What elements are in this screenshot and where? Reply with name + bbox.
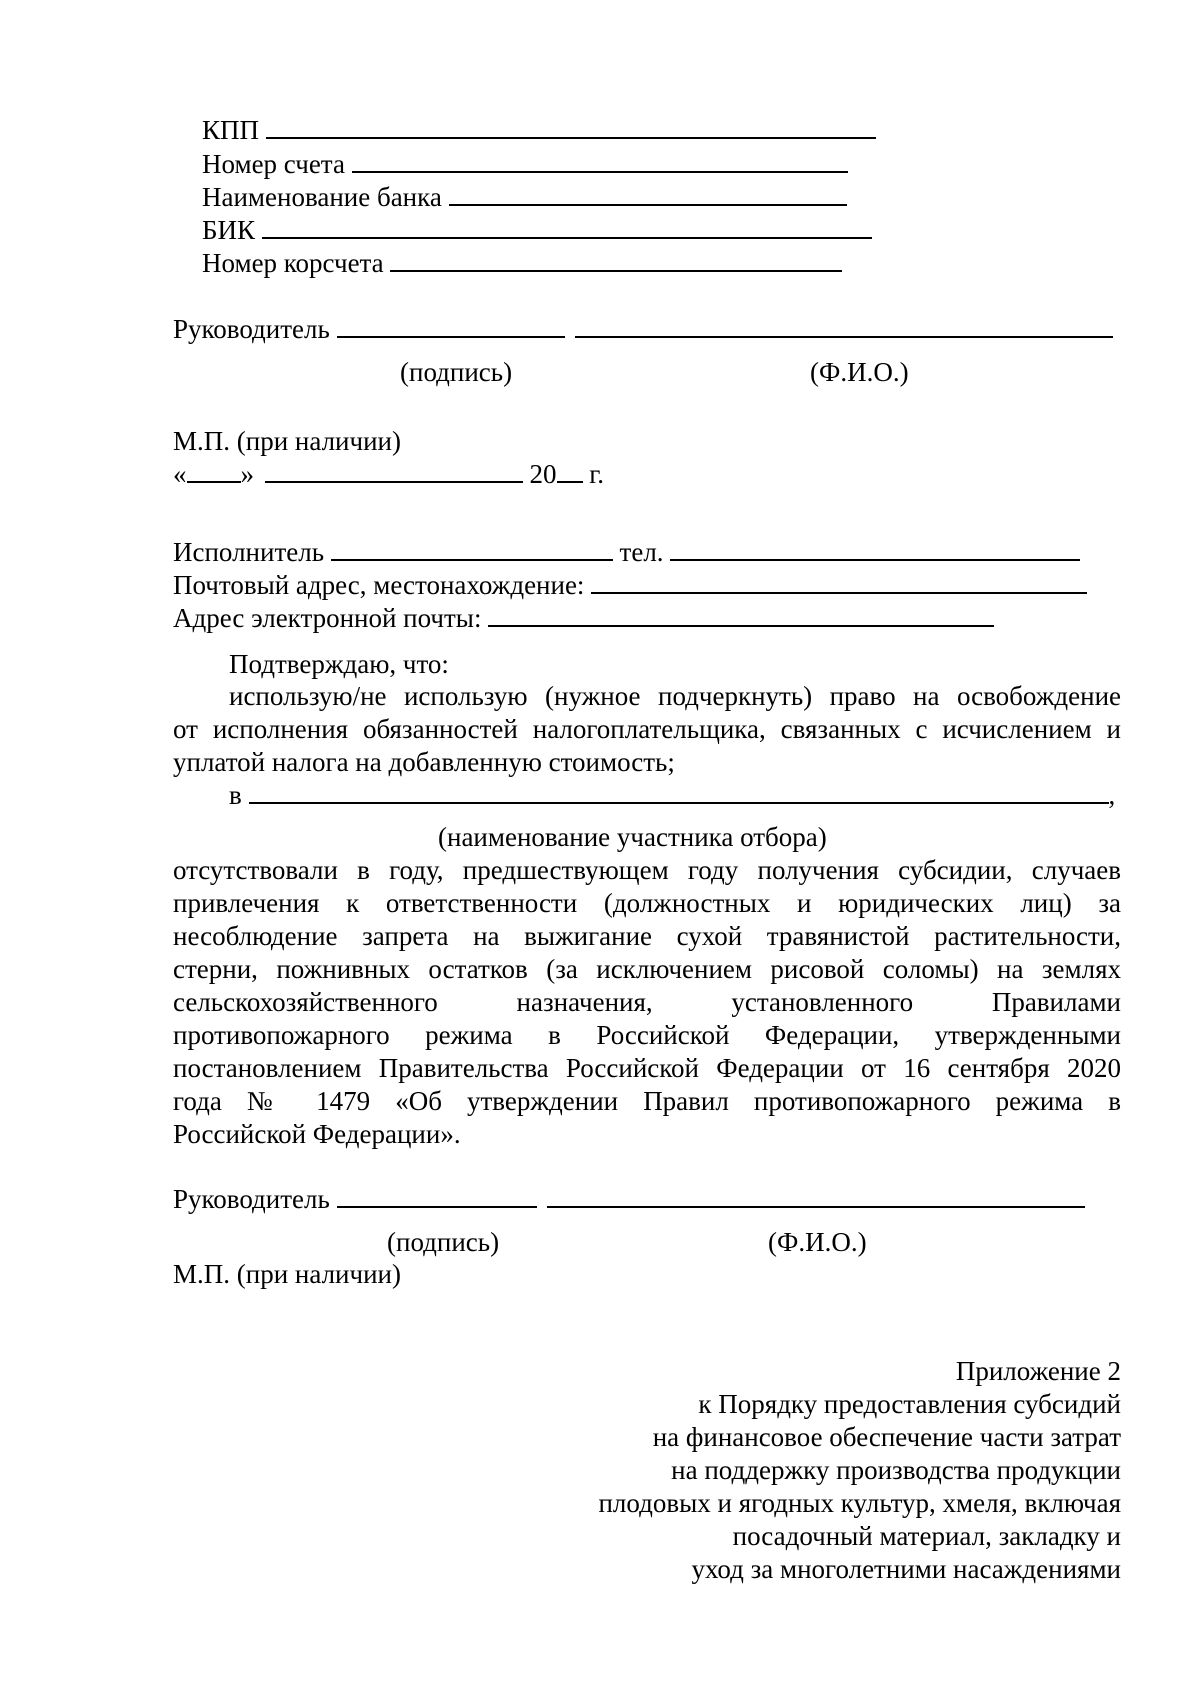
body-line: сельскохозяйственного назначения, установленного Правилами — [173, 987, 1121, 1017]
account-number-field[interactable] — [352, 147, 848, 173]
date-year-suffix: г. — [589, 459, 605, 489]
participant-caption: (наименование участника отбора) — [438, 822, 827, 852]
body-line: Российской Федерации». — [173, 1119, 461, 1149]
account-number-label: Номер счета — [202, 149, 345, 179]
appendix-line: Приложение 2 — [955, 1356, 1121, 1386]
bik-field[interactable] — [262, 213, 872, 239]
executor-row — [173, 535, 1080, 567]
appendix-line: уход за многолетними насаждениями — [691, 1554, 1121, 1584]
body-line: стерни, пожнивных остатков (за исключением рисовой соломы) на землях — [173, 954, 1121, 984]
body-line: несоблюдение запрета на выжигание сухой травянистой растительности, — [173, 921, 1121, 951]
fio-field[interactable] — [575, 312, 1113, 338]
head-signature-row-1 — [173, 312, 1113, 344]
fio-caption: (Ф.И.О.) — [810, 357, 909, 387]
date-day-field[interactable] — [187, 457, 241, 483]
kpp-row — [202, 113, 876, 145]
corr-account-row — [202, 246, 842, 278]
confirmation-intro: Подтверждаю, что: — [229, 649, 449, 679]
email-row — [173, 601, 994, 633]
executor-field[interactable] — [331, 535, 613, 561]
date-year-field[interactable] — [557, 457, 583, 483]
phone-label: тел. — [619, 537, 664, 567]
body-line: привлечения к ответственности (должностных и юридических лиц) за — [173, 888, 1121, 918]
date-open-quote: « — [173, 459, 187, 489]
in-prefix: в — [229, 780, 242, 810]
confirmation-line: от исполнения обязанностей налогоплательщика, связанных с исчислением и — [173, 714, 1121, 744]
account-number-row — [202, 147, 848, 179]
email-field[interactable] — [488, 601, 994, 627]
appendix-line: плодовых и ягодных культур, хмеля, включая — [598, 1488, 1121, 1518]
date-month-field[interactable] — [265, 457, 523, 483]
stamp-label: М.П. (при наличии) — [173, 426, 401, 456]
postal-address-label: Почтовый адрес, местонахождение: — [173, 570, 585, 600]
appendix-line: на финансовое обеспечение части затрат — [652, 1422, 1121, 1452]
kpp-field[interactable] — [266, 113, 876, 139]
body-line: года № 1479 «Об утверждении Правил противопожарного режима в — [173, 1086, 1121, 1116]
participant-field[interactable] — [249, 778, 1109, 804]
confirmation-line: использую/не использую (нужное подчеркнуть) право на освобождение — [229, 681, 1121, 711]
appendix-line: посадочный материал, закладку и — [732, 1521, 1121, 1551]
kpp-label: КПП — [202, 115, 260, 145]
appendix-line: к Порядку предоставления субсидий — [698, 1389, 1121, 1419]
fio-caption: (Ф.И.О.) — [768, 1227, 867, 1257]
signature-field[interactable] — [337, 312, 565, 338]
signature-caption: (подпись) — [400, 357, 513, 387]
signature-field[interactable] — [337, 1182, 537, 1208]
phone-field[interactable] — [670, 535, 1080, 561]
corr-account-field[interactable] — [390, 246, 842, 272]
bank-name-label: Наименование банка — [202, 182, 442, 212]
bik-label: БИК — [202, 215, 256, 245]
participant-row — [229, 778, 1115, 810]
executor-label: Исполнитель — [173, 537, 325, 567]
signature-caption: (подпись) — [387, 1227, 500, 1257]
appendix-line: на поддержку производства продукции — [671, 1455, 1121, 1485]
head-signature-row-2 — [173, 1182, 1085, 1214]
email-label: Адрес электронной почты: — [173, 603, 482, 633]
corr-account-label: Номер корсчета — [202, 248, 384, 278]
body-line: отсутствовали в году, предшествующем году получения субсидии, случаев — [173, 855, 1121, 885]
date-row — [173, 457, 604, 489]
in-suffix: , — [1108, 780, 1116, 810]
bank-name-field[interactable] — [449, 180, 847, 206]
head-label: Руководитель — [173, 314, 330, 344]
confirmation-line: уплатой налога на добавленную стоимость; — [173, 747, 675, 777]
postal-address-field[interactable] — [591, 568, 1087, 594]
body-line: противопожарного режима в Российской Федерации, утвержденными — [173, 1020, 1121, 1050]
postal-address-row — [173, 568, 1087, 600]
head-label: Руководитель — [173, 1184, 330, 1214]
date-close-quote: » — [240, 459, 254, 489]
fio-field[interactable] — [547, 1182, 1085, 1208]
date-year-prefix: 20 — [529, 459, 557, 489]
stamp-label: М.П. (при наличии) — [173, 1259, 401, 1289]
bik-row — [202, 213, 872, 245]
bank-name-row — [202, 180, 847, 212]
body-line: постановлением Правительства Российской Федерации от 16 сентября 2020 — [173, 1053, 1121, 1083]
